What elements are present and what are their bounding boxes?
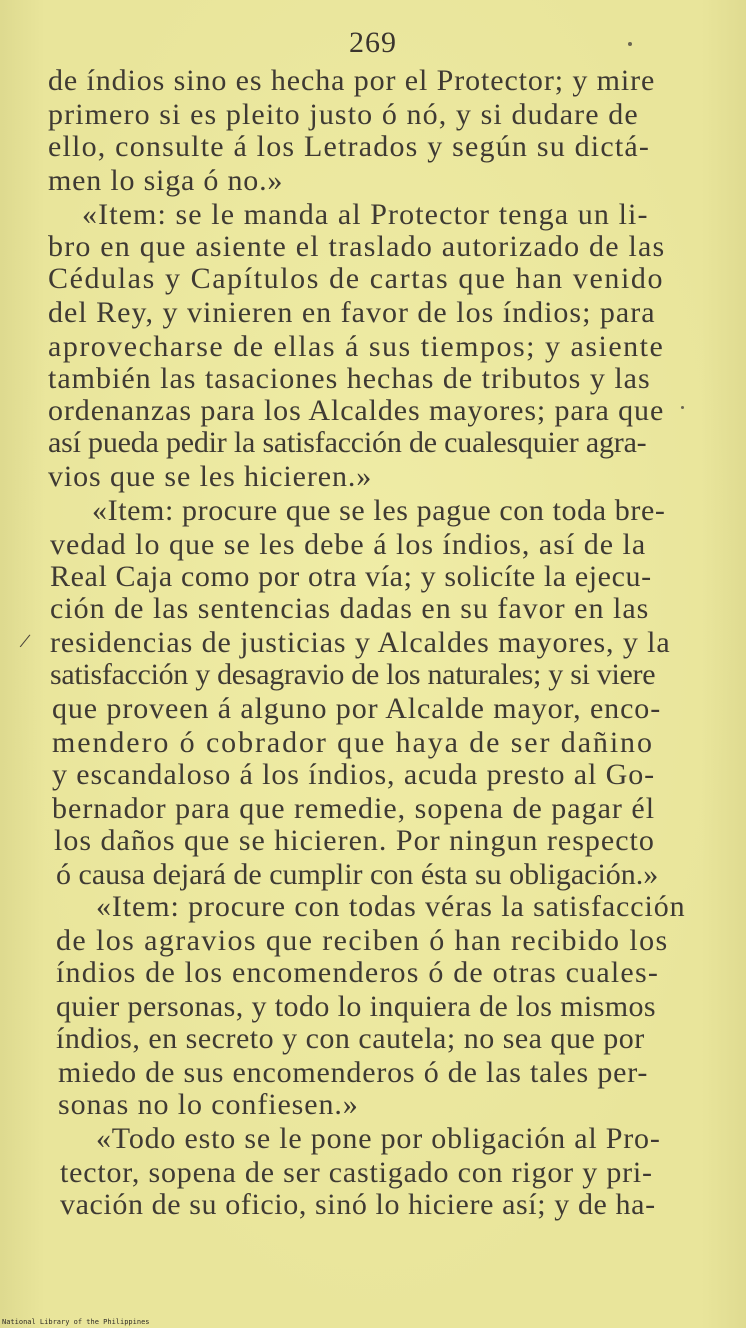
text-line: «Item: procure con todas véras la satisfacción [96,890,686,923]
text-line: men lo siga ó no.» [48,164,284,197]
text-line: «Item: procure que se les pague con toda bre- [92,494,666,527]
library-credit: National Library of the Philippines [2,1318,150,1326]
text-line: ordenanzas para los Alcaldes mayores; para que [48,394,665,427]
text-line: «Todo esto se le pone por obligación al Pro- [96,1122,661,1155]
text-line: del Rey, y vinieren en favor de los índios; para [48,296,656,329]
speck-mark [681,406,684,409]
text-line: residencias de justicias y Alcaldes mayores, y la [50,626,671,659]
text-line: ello, consulte á los Letrados y según su dictá- [48,130,651,163]
text-line: índios de los encomenderos ó de otras cuales- [56,956,660,989]
text-line: satisfacción y desagravio de los naturales; y si viere [50,658,656,691]
text-line: ción de las sentencias dadas en su favor en las [50,592,650,625]
text-line: primero si es pleito justo ó nó, y si dudare de [48,98,639,131]
speck-mark [628,42,632,46]
text-line: de índios sino es hecha por el Protector; y mire [48,64,656,97]
text-line: y escandaloso á los índios, acuda presto al Go- [52,758,655,791]
text-line: mendero ó cobrador que haya de ser dañino [52,726,654,759]
text-line: Cédulas y Capítulos de cartas que han venido [48,262,665,295]
text-line: ó causa dejará de cumplir con ésta su obligación.» [56,858,659,891]
text-line: bernador para que remedie, sopena de pagar él [52,792,656,825]
text-line: vedad lo que se les debe á los índios, así de la [50,528,647,561]
text-line: que proveen á alguno por Alcalde mayor, enco- [52,692,662,725]
text-line: sonas no lo confiesen.» [58,1088,359,1121]
text-line: tector, sopena de ser castigado con rigor y pri- [60,1156,653,1189]
text-line: también las tasaciones hechas de tributos y las [48,362,651,395]
margin-annotation-mark: / [18,627,33,654]
text-line: «Item: se le manda al Protector tenga un li- [82,198,649,231]
text-line: vios que se les hicieren.» [48,460,373,493]
text-line: así pueda pedir la satisfacción de cualesquier agra- [48,426,647,459]
text-line: bro en que asiente el traslado autorizado de las [48,230,666,263]
text-line: miedo de sus encomenderos ó de las tales per- [58,1056,649,1089]
text-line: quier personas, y todo lo inquiera de los mismos [56,990,656,1023]
text-line: los daños que se hicieren. Por ningun respecto [54,824,655,857]
text-line: índios, en secreto y con cautela; no sea que por [56,1022,645,1055]
text-line: aprovecharse de ellas á sus tiempos; y asiente [48,330,665,363]
text-line: de los agravios que reciben ó han recibido los [56,924,669,957]
text-line: Real Caja como por otra vía; y solicíte la ejecu- [50,560,652,593]
text-line: vación de su oficio, sinó lo hiciere así; y de ha- [60,1188,656,1221]
page-number: 269 [349,26,397,59]
